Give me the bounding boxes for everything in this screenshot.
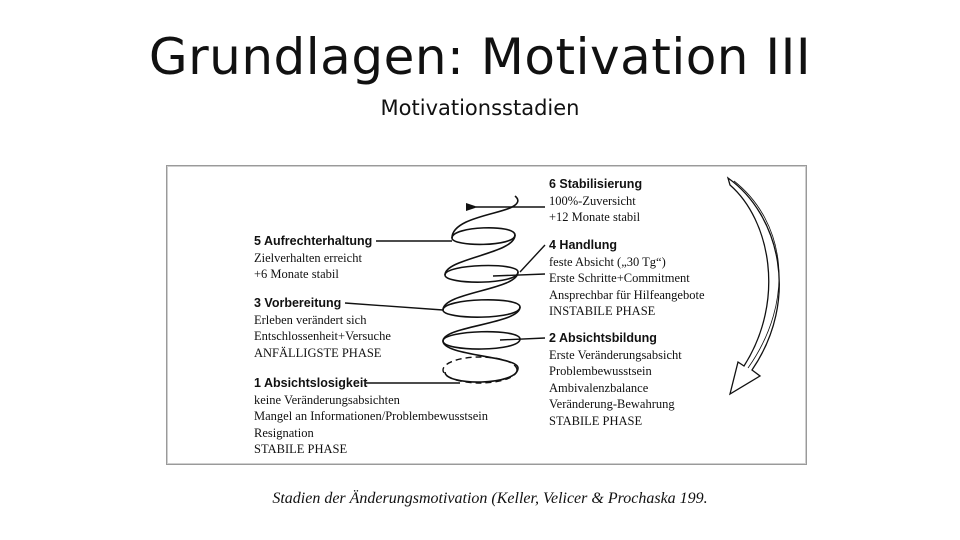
stage-2-line: Ambivalenzbalance	[549, 380, 649, 395]
spiral-loop-back	[452, 228, 515, 238]
right-leader-lines	[493, 245, 545, 340]
stage-4-heading: 4 Handlung	[549, 238, 618, 252]
spiral-loop-front	[443, 339, 520, 349]
stage-4-line: Erste Schritte+Commitment	[549, 271, 690, 286]
stage-6-line: 100%-Zuversicht	[549, 193, 636, 208]
stage-4-line: INSTABILE PHASE	[549, 304, 656, 319]
stage-1-line: keine Veränderungsabsichten	[254, 392, 400, 407]
stage-3-line: Erleben verändert sich	[254, 312, 367, 327]
stage-4-block	[549, 237, 705, 320]
stage-6-block	[549, 176, 642, 226]
stage-3-heading: 3 Vorbereitung	[254, 296, 342, 310]
spiral-loop-front	[443, 307, 520, 317]
stage-2-line: STABILE PHASE	[549, 413, 643, 428]
stage-1-heading: 1 Absichtslosigkeit	[254, 376, 368, 390]
stage-5-line: Zielverhalten erreicht	[254, 250, 362, 265]
slide-title: Grundlagen: Motivation III	[148, 28, 812, 86]
spiral-front-loops	[443, 196, 520, 382]
spiral-loop-front	[452, 235, 515, 244]
stage-3-line: Entschlossenheit+Versuche	[254, 329, 391, 344]
stage-1-line: Mangel an Informationen/Problembewusstsein	[254, 409, 488, 424]
stage-4-line: feste Absicht („30 Tg“)	[549, 254, 666, 269]
stage-6-line: +12 Monate stabil	[549, 210, 641, 225]
stage-1-block	[254, 375, 488, 458]
slide-subtitle: Motivationsstadien	[380, 96, 580, 120]
spiral-loop-back	[443, 300, 520, 310]
stage-4-sub-leader-line	[493, 274, 545, 276]
stage-3-block	[254, 295, 391, 361]
stage-1-line: STABILE PHASE	[254, 442, 348, 457]
spiral-loop-front	[445, 272, 518, 282]
stage-3-line: ANFÄLLIGSTE PHASE	[254, 345, 382, 360]
stage-2-block	[549, 330, 682, 430]
cycle-return-arrow	[728, 178, 779, 394]
stage-2-line: Problembewusstsein	[549, 364, 652, 379]
stage-5-line: +6 Monate stabil	[254, 267, 339, 282]
stage-2-heading: 2 Absichtsbildung	[549, 331, 657, 345]
stage-2-line: Erste Veränderungsabsicht	[549, 347, 682, 362]
stage-1-line: Resignation	[254, 425, 314, 440]
stage-4-line: Ansprechbar für Hilfeangebote	[549, 287, 705, 302]
stage-2-leader-line	[500, 338, 545, 340]
stage-5-block	[254, 233, 372, 283]
figure-caption: Stadien der Änderungsmotivation (Keller, Velicer & Prochaska 199.	[272, 490, 708, 507]
stage-2-line: Veränderung-Bewahrung	[549, 397, 675, 412]
spiral-loop-front	[443, 307, 520, 341]
stage-4-leader-line	[520, 245, 545, 272]
stage-6-heading: 6 Stabilisierung	[549, 177, 643, 191]
stage-5-heading: 5 Aufrechterhaltung	[254, 234, 373, 248]
spiral-loop-front	[443, 272, 518, 310]
spiral-loop-back	[445, 266, 518, 275]
